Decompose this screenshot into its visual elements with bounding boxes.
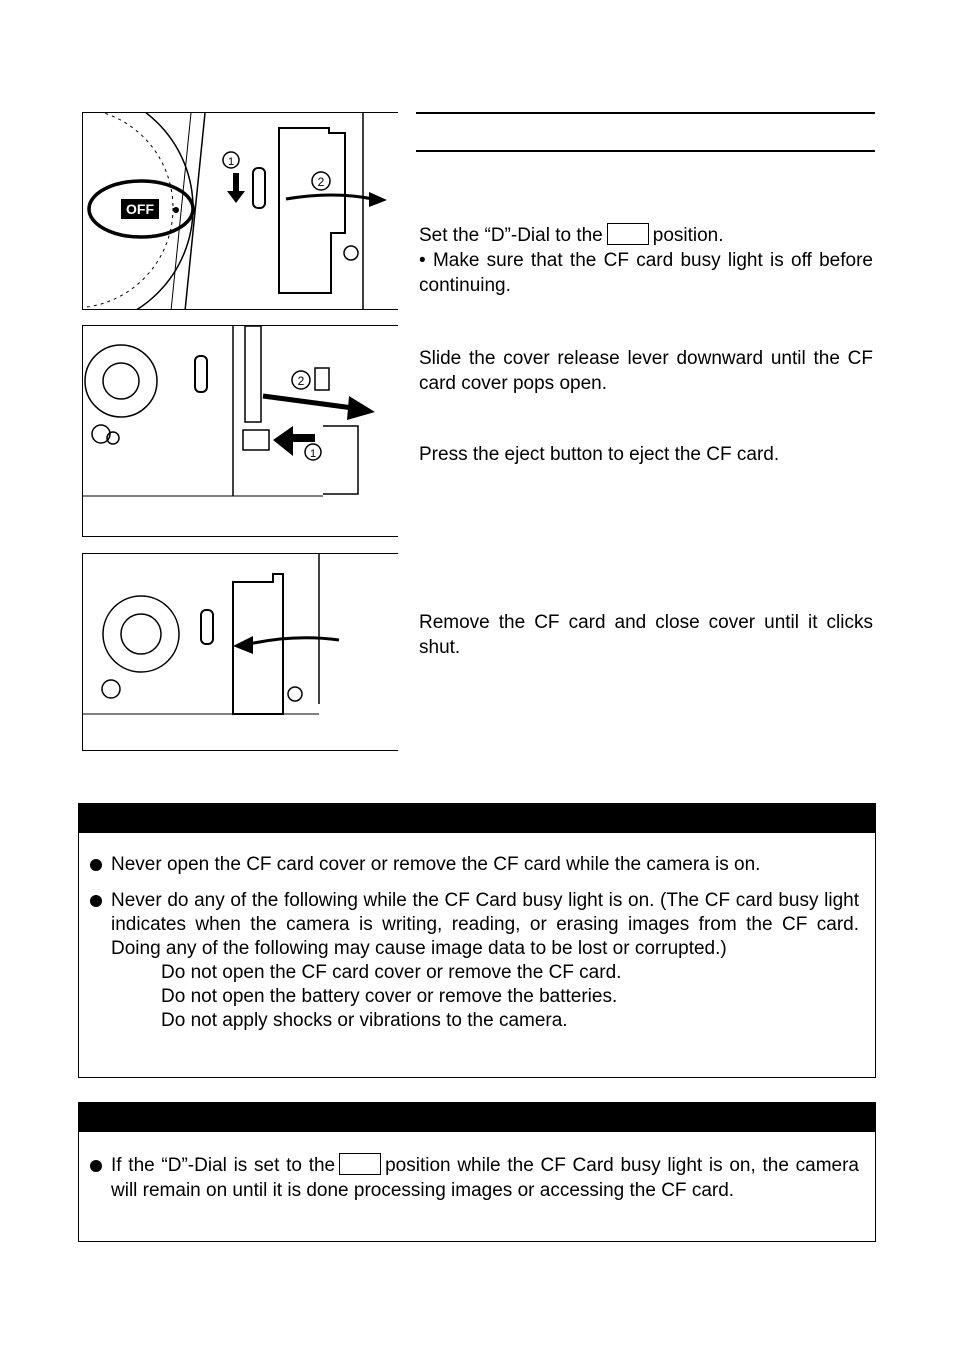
note-panel: [78, 1102, 876, 1242]
figure-close-cover: [82, 553, 398, 751]
step-3: Press the eject button to eject the CF card.: [419, 444, 780, 465]
caution-sub-item: Do not apply shocks or vibrations to the camera.: [161, 1010, 568, 1031]
step-1-note: • Make sure that the CF card busy light is off before continuing.: [419, 250, 873, 296]
caution-sub-item: Do not open the CF card cover or remove the CF card.: [161, 962, 622, 983]
marker-1: 1: [227, 156, 235, 168]
caution-panel: [78, 803, 876, 1078]
header-rule-bottom: [416, 150, 875, 152]
bullet-icon: [90, 895, 102, 907]
step-4: Remove the CF card and close cover until it clicks shut.: [419, 612, 873, 658]
caution-item: Never do any of the following while the CF Card busy light is on. (The CF card busy light indicates when the camera is writing, reading, or erasing images from the CF card. Doing any of the following may cause image data to be lost or corrupted.): [79, 889, 875, 961]
figure-open-cover: [82, 325, 398, 537]
step-2: Slide the cover release lever downward until the CF card cover pops open.: [419, 348, 873, 394]
caution-header-bar: [79, 804, 875, 833]
header-rule-top: [416, 112, 875, 114]
marker-2: 2: [297, 374, 305, 388]
bullet-icon: [90, 859, 102, 871]
off-position-box: [607, 223, 649, 245]
note-header-bar: [79, 1103, 875, 1132]
figure-dial-off: [82, 112, 398, 310]
bullet-icon: [90, 1160, 102, 1172]
off-position-box: [339, 1153, 381, 1175]
off-label: OFF: [126, 201, 154, 217]
step-1: Set the “D”-Dial to the position. • Make sure that the CF card busy light is off before continuing.: [419, 225, 873, 296]
marker-2: 2: [317, 175, 325, 189]
marker-1: 1: [309, 448, 317, 460]
note-item: If the “D”-Dial is set to the position while the CF Card busy light is on, the camera will remain on until it is done processing images or accessing the CF card.: [79, 1153, 875, 1203]
caution-sub-item: Do not open the battery cover or remove the batteries.: [161, 986, 618, 1007]
caution-item: Never open the CF card cover or remove the CF card while the camera is on.: [79, 853, 875, 877]
